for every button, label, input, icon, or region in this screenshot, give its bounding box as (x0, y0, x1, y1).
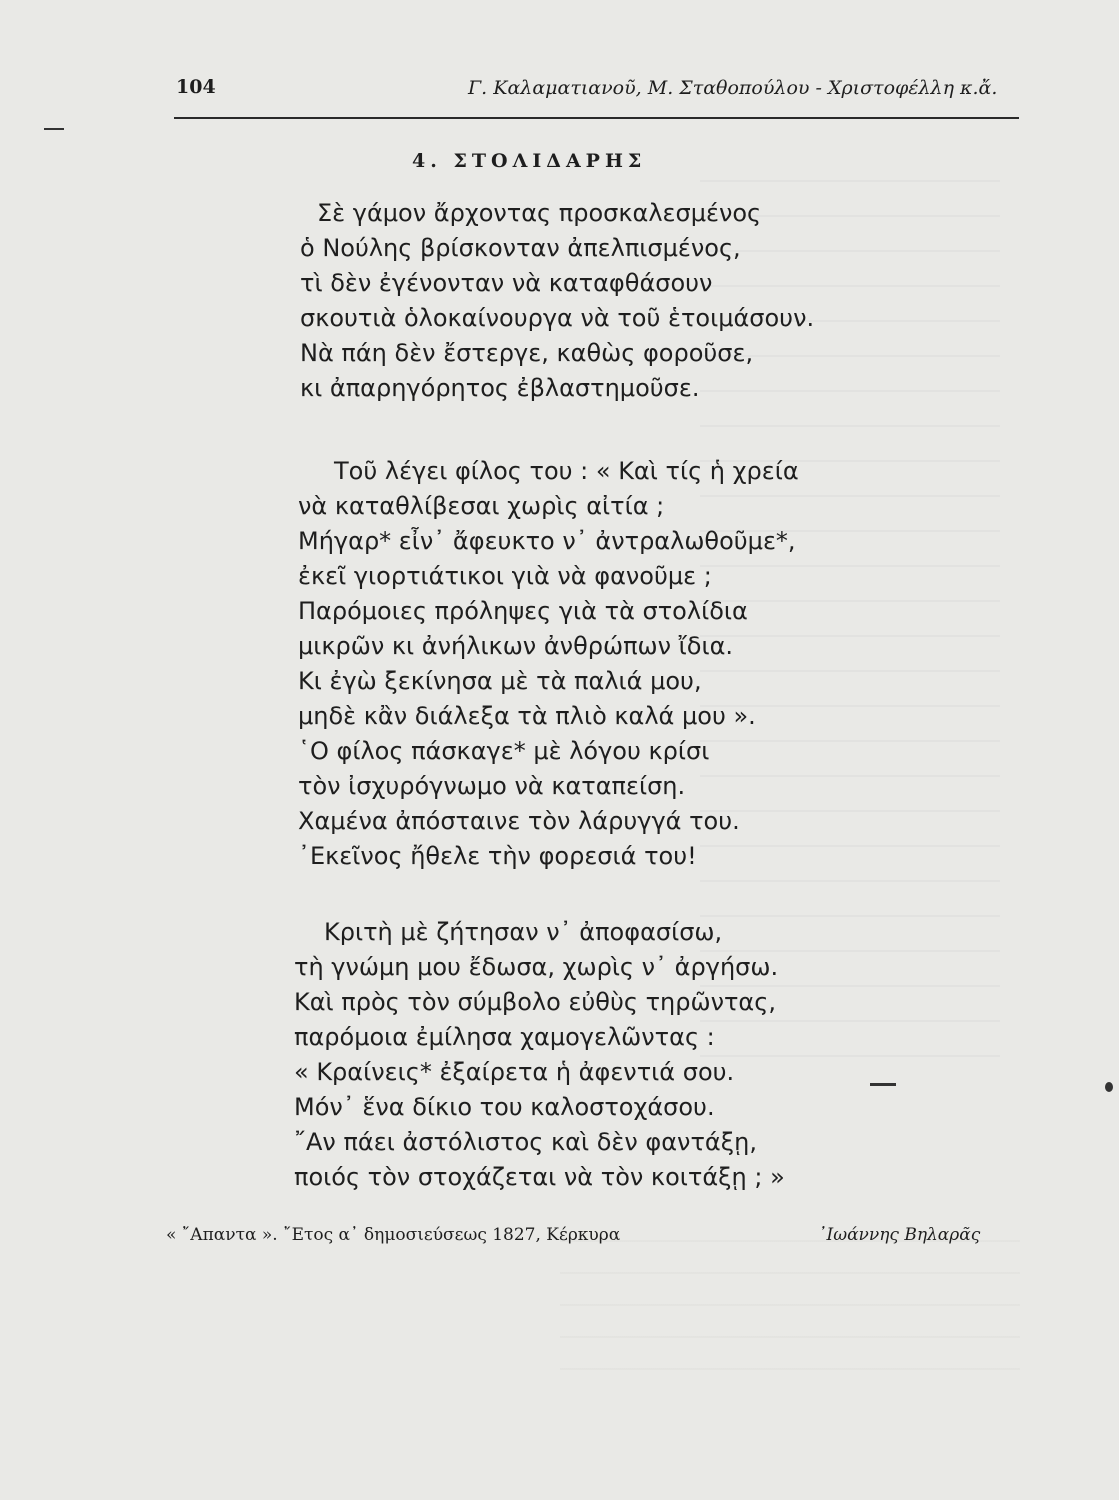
verse-line: Καὶ πρὸς τὸν σύμβολο εὐθὺς τηρῶντας, (294, 988, 776, 1016)
verse-line: ῾Ο φίλος πάσκαγε* μὲ λόγου κρίσι (298, 737, 710, 765)
verse-line: νὰ καταθλίβεσαι χωρὶς αἰτία ; (298, 492, 665, 520)
source-citation: « ῎Απαντα ». ῎Ετος α᾽ δημοσιεύσεως 1827, Κέρκυρα (166, 1225, 621, 1245)
verse-line: Χαμένα ἀπόσταινε τὸν λάρυγγά του. (298, 807, 740, 835)
verse-line: ἐκεῖ γιορτιάτικοι γιὰ νὰ φανοῦμε ; (298, 562, 712, 590)
verse-line: μηδὲ κἂν διάλεξα τὰ πλιὸ καλά μου ». (298, 702, 756, 730)
margin-dot-mark (1105, 1082, 1113, 1092)
verse-line: ποιός τὸν στοχάζεται νὰ τὸν κοιτάξῃ ; » (294, 1163, 785, 1191)
verse-line: Μόν᾽ ἕνα δίκιο του καλοστοχάσου. (294, 1093, 715, 1121)
poem-title: 4. ΣΤΟΛΙΔΑΡΗΣ (412, 150, 647, 172)
verse-line: ᾽Εκεῖνος ἤθελε τὴν φορεσιά του! (298, 842, 697, 870)
header-rule (174, 117, 1019, 119)
verse-line: Κριτὴ μὲ ζήτησαν ν᾽ ἀποφασίσω, (324, 918, 723, 946)
author-name: ᾽Ιωάννης Βηλαρᾶς (818, 1225, 981, 1245)
stanza-2 (298, 454, 799, 874)
verse-line: Κι ἐγὼ ξεκίνησα μὲ τὰ παλιά μου, (298, 667, 702, 695)
bleed-through-texture-lower (560, 1240, 1020, 1400)
running-header: Γ. Καλαματιανοῦ, Μ. Σταθοπούλου - Χριστοφέλλη κ.ἄ. (468, 77, 998, 99)
verse-line: τὴ γνώμη μου ἔδωσα, χωρὶς ν᾽ ἀργήσω. (294, 953, 779, 981)
verse-line: τὸν ἰσχυρόγνωμο νὰ καταπείση. (298, 772, 686, 800)
verse-line: Μήγαρ* εἶν᾽ ἄφευκτο ν᾽ ἀντραλωθοῦμε*, (298, 527, 796, 555)
page-number: 104 (176, 76, 216, 98)
verse-line: ῎Αν πάει ἀστόλιστος καὶ δὲν φαντάξῃ, (294, 1128, 757, 1156)
margin-dash-mark-right (870, 1083, 896, 1086)
stanza-3 (294, 915, 785, 1195)
verse-line: τὶ δὲν ἐγένονταν νὰ καταφθάσουν (300, 269, 713, 297)
verse-line: παρόμοια ἐμίλησα χαμογελῶντας : (294, 1023, 715, 1051)
verse-line: Παρόμοιες πρόληψες γιὰ τὰ στολίδια (298, 597, 748, 625)
verse-line: « Κραίνεις* ἐξαίρετα ἡ ἀφεντιά σου. (294, 1058, 735, 1086)
verse-line: Σὲ γάμον ἄρχοντας προσκαλεσμένος (317, 199, 762, 227)
stanza-1 (300, 196, 814, 406)
verse-line: Τοῦ λέγει φίλος του : « Καὶ τίς ἡ χρεία (334, 457, 799, 485)
verse-line: κι ἀπαρηγόρητος ἐβλαστημοῦσε. (300, 374, 700, 402)
margin-dash-mark (44, 128, 64, 130)
verse-line: σκουτιὰ ὁλοκαίνουργα νὰ τοῦ ἑτοιμάσουν. (300, 304, 815, 332)
verse-line: μικρῶν κι ἀνήλικων ἀνθρώπων ἴδια. (298, 632, 734, 660)
verse-line: Νὰ πάη δὲν ἔστεργε, καθὼς φοροῦσε, (300, 339, 754, 367)
verse-line: ὁ Νούλης βρίσκονταν ἀπελπισμένος, (300, 234, 741, 262)
